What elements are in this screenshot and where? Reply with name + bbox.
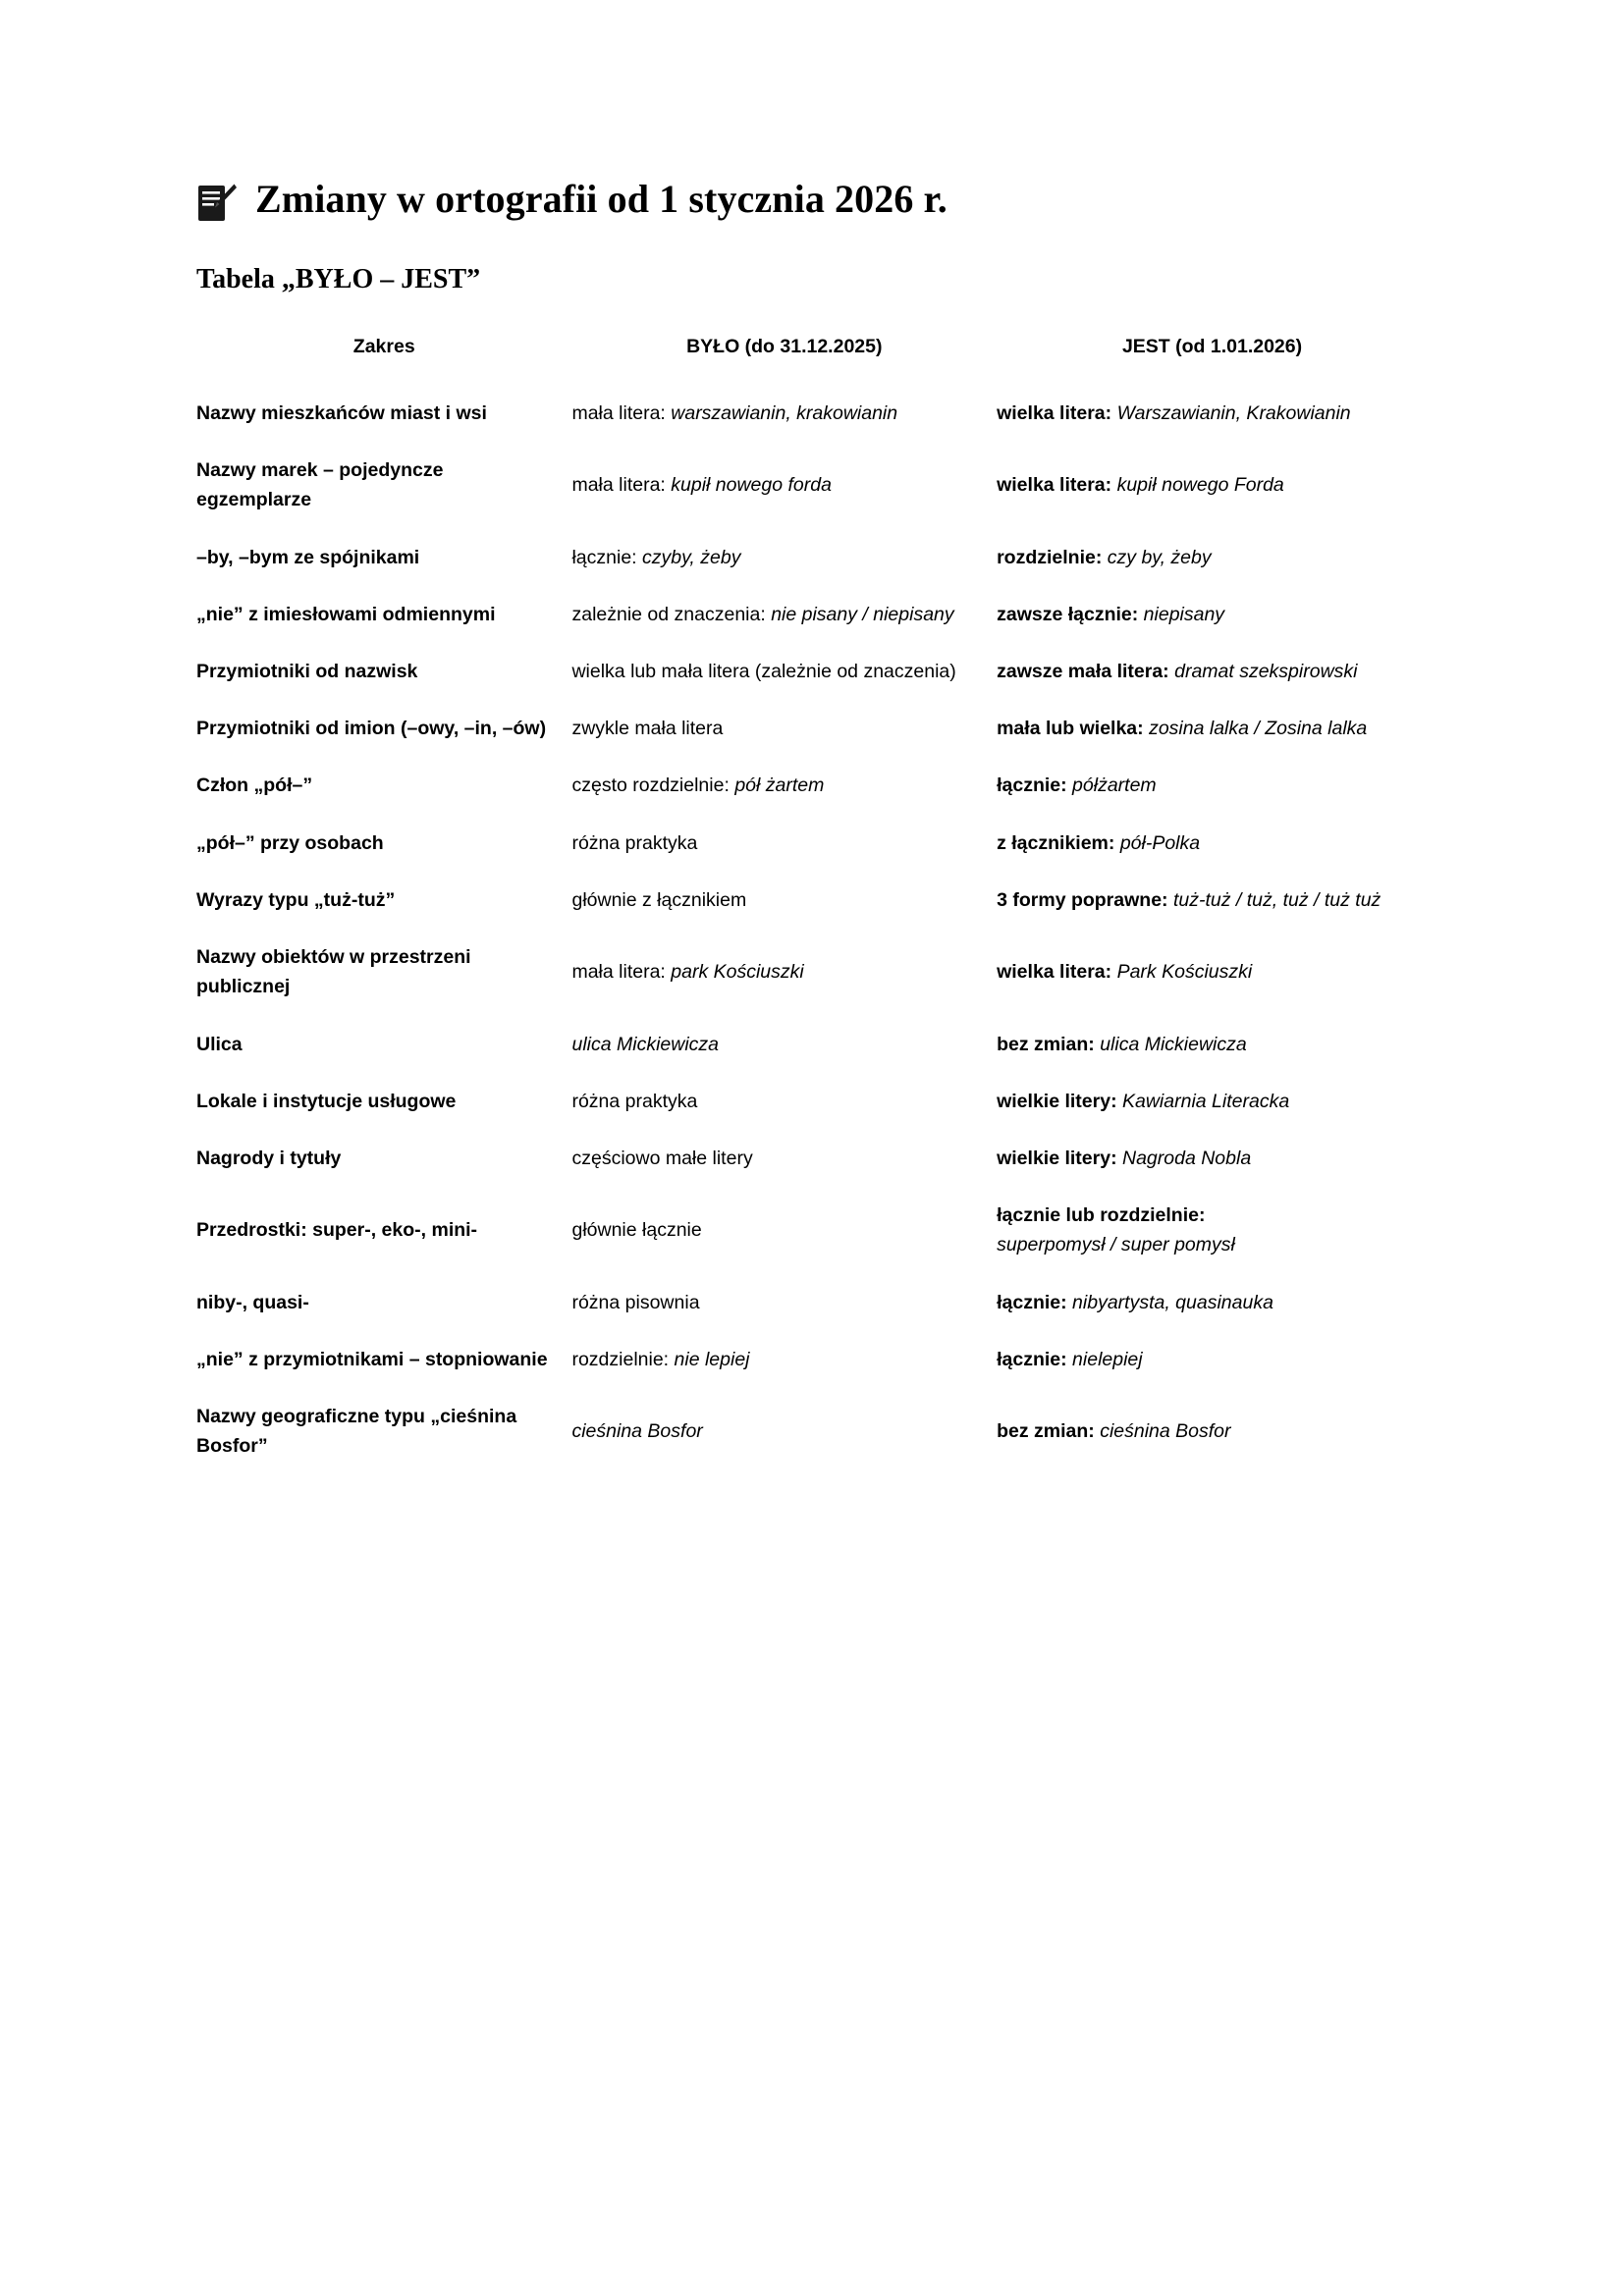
cell-is <box>997 442 1428 528</box>
cell-scope: Człon „pół–” <box>196 774 313 797</box>
cell-is <box>997 815 1428 872</box>
was-example: czyby, żeby <box>642 546 741 568</box>
cell-is <box>997 1187 1428 1273</box>
was-example: cieśnina Bosfor <box>571 1420 703 1443</box>
cell-scope: Ulica <box>196 1033 243 1055</box>
cell-was <box>571 1073 997 1130</box>
cell-was <box>571 385 997 442</box>
table-row <box>196 1274 1428 1331</box>
was-lead: głównie z łącznikiem <box>571 888 747 911</box>
is-lead: wielka litera: <box>997 961 1112 984</box>
was-lead: wielka lub mała litera (zależnie od znaczenia) <box>571 661 956 682</box>
is-example: Kawiarnia Literacka <box>1122 1090 1290 1112</box>
cell-was <box>571 1016 997 1073</box>
is-lead: zawsze mała litera: <box>997 661 1169 682</box>
cell-scope: Nagrody i tytuły <box>196 1147 342 1169</box>
was-example: pół żartem <box>734 774 825 797</box>
is-lead: wielkie litery: <box>997 1147 1117 1169</box>
was-lead: różna praktyka <box>571 831 698 854</box>
table-row <box>196 929 1428 1015</box>
is-lead: bez zmian: <box>997 1420 1095 1443</box>
table-caption: Tabela „BYŁO – JEST” <box>196 264 481 294</box>
is-example: cieśnina Bosfor <box>1100 1420 1231 1443</box>
is-lead: mała lub wielka: <box>997 718 1144 740</box>
cell-was <box>571 872 997 929</box>
cell-is <box>997 1331 1428 1388</box>
is-example: zosina lalka / Zosina lalka <box>1149 718 1368 740</box>
is-example: czy by, żeby <box>1107 546 1212 568</box>
cell-scope: Przymiotniki od nazwisk <box>196 661 418 682</box>
cell-is <box>997 929 1428 1015</box>
was-lead: często rozdzielnie: <box>571 774 730 797</box>
cell-scope: Nazwy obiektów w przestrzeni publicznej <box>196 946 471 998</box>
is-lead: łącznie lub rozdzielnie: <box>997 1204 1206 1227</box>
cell-was <box>571 643 997 700</box>
table-row <box>196 643 1428 700</box>
is-lead: wielka litera: <box>997 474 1112 497</box>
column-header-was: BYŁO (do 31.12.2025) <box>686 335 883 357</box>
cell-is <box>997 1016 1428 1073</box>
was-lead: różna praktyka <box>571 1090 698 1112</box>
cell-is <box>997 529 1428 586</box>
was-lead: mała litera: <box>571 474 666 497</box>
table-row <box>196 1016 1428 1073</box>
is-lead: bez zmian: <box>997 1033 1095 1055</box>
was-lead: głównie łącznie <box>571 1219 702 1242</box>
cell-scope: Nazwy marek – pojedyncze egzemplarze <box>196 459 444 511</box>
table-row <box>196 872 1428 929</box>
cell-is <box>997 586 1428 643</box>
cell-was <box>571 929 997 1015</box>
was-lead: rozdzielnie: <box>571 1348 670 1370</box>
is-lead: wielka litera: <box>997 401 1112 424</box>
cell-is <box>997 1274 1428 1331</box>
cell-scope: „pół–” przy osobach <box>196 831 384 854</box>
cell-was <box>571 815 997 872</box>
table-header-row <box>196 334 1428 385</box>
is-lead: rozdzielnie: <box>997 546 1103 568</box>
cell-scope: Nazwy mieszkańców miast i wsi <box>196 401 487 424</box>
cell-was <box>571 529 997 586</box>
table-row <box>196 1388 1428 1474</box>
document-header <box>196 177 1428 228</box>
was-lead: częściowo małe litery <box>571 1147 753 1169</box>
was-lead: mała litera: <box>571 961 666 984</box>
cell-scope: „nie” z imiesłowami odmiennymi <box>196 603 496 625</box>
cell-is <box>997 1073 1428 1130</box>
table-row <box>196 815 1428 872</box>
is-lead: z łącznikiem: <box>997 831 1115 854</box>
table-row <box>196 1130 1428 1187</box>
table-row <box>196 757 1428 814</box>
is-example: ulica Mickiewicza <box>1100 1033 1247 1055</box>
was-example: kupił nowego forda <box>671 474 832 497</box>
cell-was <box>571 700 997 757</box>
cell-is <box>997 757 1428 814</box>
is-example: kupił nowego Forda <box>1116 474 1284 497</box>
cell-scope: –by, –bym ze spójnikami <box>196 546 420 568</box>
was-lead: łącznie: <box>571 546 637 568</box>
was-lead: różna pisownia <box>571 1291 700 1313</box>
column-header-is: JEST (od 1.01.2026) <box>1121 335 1303 357</box>
cell-scope: niby-, quasi- <box>196 1291 309 1313</box>
table-row <box>196 385 1428 442</box>
is-example: superpomysł / super pomysł <box>997 1234 1235 1256</box>
cell-was <box>571 757 997 814</box>
is-lead: łącznie: <box>997 774 1067 797</box>
table-row <box>196 442 1428 528</box>
is-example: niepisany <box>1143 603 1225 625</box>
cell-was <box>571 586 997 643</box>
table-row <box>196 1073 1428 1130</box>
cell-was <box>571 1331 997 1388</box>
was-example: nie lepiej <box>674 1348 750 1370</box>
was-example: nie pisany / niepisany <box>771 603 954 625</box>
cell-scope: Wyrazy typu „tuż-tuż” <box>196 888 396 911</box>
table-row <box>196 1187 1428 1273</box>
cell-was <box>571 1388 997 1474</box>
table-row <box>196 586 1428 643</box>
is-example: Park Kościuszki <box>1116 961 1253 984</box>
is-lead: wielkie litery: <box>997 1090 1117 1112</box>
cell-is <box>997 1388 1428 1474</box>
cell-is <box>997 1130 1428 1187</box>
is-example: nielepiej <box>1072 1348 1143 1370</box>
cell-is <box>997 700 1428 757</box>
was-example: warszawianin, krakowianin <box>671 401 898 424</box>
was-lead: mała litera: <box>571 401 666 424</box>
was-example: park Kościuszki <box>671 961 804 984</box>
is-example: Nagroda Nobla <box>1122 1147 1252 1169</box>
is-lead: łącznie: <box>997 1348 1067 1370</box>
is-example: półżartem <box>1072 774 1157 797</box>
is-example: Warszawianin, Krakowianin <box>1116 401 1351 424</box>
is-lead: 3 formy poprawne: <box>997 888 1168 911</box>
table-row <box>196 529 1428 586</box>
is-lead: zawsze łącznie: <box>997 603 1139 625</box>
cell-scope: Nazwy geograficzne typu „cieśnina Bosfor” <box>196 1406 517 1458</box>
column-header-scope: Zakres <box>352 335 415 357</box>
memo-pencil-icon <box>196 183 238 228</box>
was-lead: zależnie od znaczenia: <box>571 603 766 625</box>
is-example: tuż-tuż / tuż, tuż / tuż tuż <box>1172 888 1381 911</box>
cell-scope: Przymiotniki od imion (–owy, –in, –ów) <box>196 718 547 740</box>
cell-was <box>571 442 997 528</box>
page-title: Zmiany w ortografii od 1 stycznia 2026 r. <box>255 177 947 221</box>
cell-is <box>997 643 1428 700</box>
cell-scope: „nie” z przymiotnikami – stopniowanie <box>196 1348 548 1370</box>
table-row <box>196 1331 1428 1388</box>
is-example: nibyartysta, quasinauka <box>1072 1291 1273 1313</box>
cell-was <box>571 1130 997 1187</box>
is-example: pół-Polka <box>1119 831 1201 854</box>
comparison-table <box>196 334 1428 1475</box>
cell-was <box>571 1274 997 1331</box>
was-lead: zwykle mała litera <box>571 718 724 740</box>
cell-scope: Przedrostki: super-, eko-, mini- <box>196 1219 478 1242</box>
cell-scope: Lokale i instytucje usługowe <box>196 1090 457 1112</box>
cell-is <box>997 385 1428 442</box>
is-lead: łącznie: <box>997 1291 1067 1313</box>
cell-is <box>997 872 1428 929</box>
is-example: dramat szekspirowski <box>1174 661 1358 682</box>
cell-was <box>571 1187 997 1273</box>
was-example: ulica Mickiewicza <box>571 1033 720 1055</box>
table-row <box>196 700 1428 757</box>
